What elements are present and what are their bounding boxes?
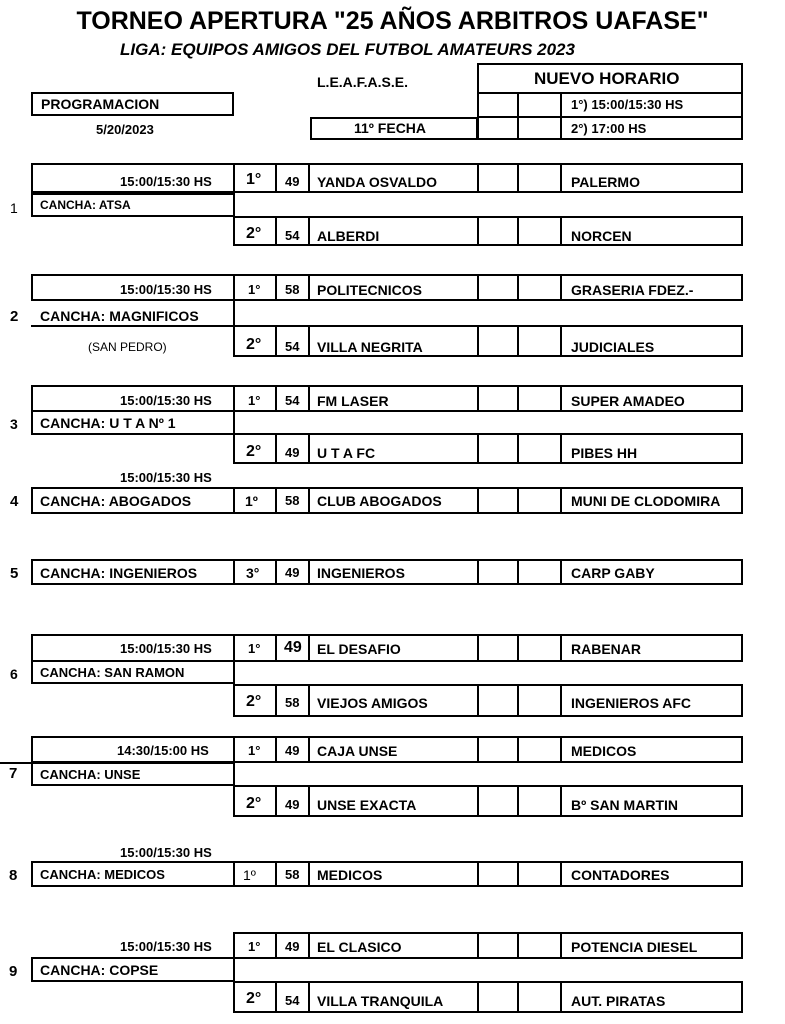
- category-number: 58: [285, 282, 300, 297]
- match-time: 15:00/15:30 HS: [120, 470, 212, 485]
- match-order: 1°: [248, 743, 261, 758]
- home-team: CAJA UNSE: [317, 743, 398, 759]
- match-time: 15:00/15:30 HS: [120, 282, 212, 297]
- match-order: 2°: [246, 990, 262, 1007]
- block-number: 6: [10, 666, 18, 682]
- home-team: U T A FC: [317, 445, 376, 461]
- cancha-label: CANCHA: SAN RAMON: [40, 665, 185, 680]
- league-subtitle: LIGA: EQUIPOS AMIGOS DEL FUTBOL AMATEURS 2023: [120, 40, 575, 59]
- league-abbreviation: L.E.A.F.A.S.E.: [317, 74, 409, 90]
- away-team: PIBES HH: [571, 445, 638, 461]
- category-number: 49: [285, 445, 300, 460]
- category-number: 58: [285, 493, 300, 508]
- cancha-label: CANCHA: ABOGADOS: [40, 493, 192, 509]
- block-number: 5: [10, 565, 19, 582]
- cancha-note: (SAN PEDRO): [88, 340, 167, 354]
- away-team: CARP GABY: [571, 565, 655, 581]
- programacion-label: PROGRAMACION: [41, 96, 160, 112]
- home-team: YANDA OSVALDO: [317, 174, 438, 190]
- cancha-label: CANCHA: MEDICOS: [40, 867, 165, 882]
- schedule-date: 5/20/2023: [96, 122, 154, 137]
- horario-1: 1°) 15:00/15:30 HS: [571, 97, 684, 112]
- away-team: RABENAR: [571, 641, 641, 657]
- match-order: 1º: [243, 867, 256, 883]
- match-order: 3°: [246, 565, 260, 581]
- home-team: VIEJOS AMIGOS: [317, 695, 428, 711]
- away-team: GRASERIA FDEZ.-: [571, 282, 694, 298]
- block-number: 4: [10, 493, 19, 510]
- category-number: 49: [285, 939, 300, 954]
- away-team: MUNI DE CLODOMIRA: [571, 493, 721, 509]
- category-number: 54: [285, 228, 300, 243]
- match-order: 1°: [248, 282, 261, 297]
- category-number: 58: [285, 867, 300, 882]
- match-order: 2°: [246, 693, 262, 710]
- home-team: POLITECNICOS: [317, 282, 423, 298]
- match-time: 15:00/15:30 HS: [120, 393, 212, 408]
- match-order: 2°: [246, 443, 262, 460]
- block-number: 7: [9, 765, 18, 782]
- cancha-label: CANCHA: INGENIEROS: [40, 565, 198, 581]
- away-team: CONTADORES: [571, 867, 670, 883]
- fecha-label: 11º FECHA: [354, 120, 427, 136]
- away-team: INGENIEROS AFC: [571, 695, 692, 711]
- match-time: 15:00/15:30 HS: [120, 174, 212, 189]
- home-team: MEDICOS: [317, 867, 383, 883]
- page-title: TORNEO APERTURA "25 AÑOS ARBITROS UAFASE": [76, 7, 709, 35]
- home-team: VILLA NEGRITA: [317, 339, 423, 355]
- away-team: POTENCIA DIESEL: [571, 939, 698, 955]
- away-team: AUT. PIRATAS: [571, 993, 666, 1009]
- home-team: INGENIEROS: [317, 565, 405, 581]
- nuevo-horario-label: NUEVO HORARIO: [534, 69, 680, 88]
- away-team: MEDICOS: [571, 743, 637, 759]
- cancha-label: CANCHA: MAGNIFICOS: [40, 308, 199, 324]
- cancha-label: CANCHA: ATSA: [40, 198, 131, 212]
- block-number: 2: [10, 308, 19, 325]
- match-order: 2°: [246, 225, 262, 242]
- cancha-label: CANCHA: U T A Nº 1: [40, 415, 176, 431]
- match-order: 2°: [246, 795, 262, 812]
- cancha-label: CANCHA: COPSE: [40, 962, 159, 978]
- block-number: 3: [10, 416, 18, 432]
- cancha-label: CANCHA: UNSE: [40, 767, 141, 782]
- match-order: 1°: [248, 939, 261, 954]
- category-number: 49: [285, 797, 300, 812]
- home-team: ALBERDI: [317, 228, 380, 244]
- away-team: Bº SAN MARTIN: [571, 797, 678, 813]
- away-team: SUPER AMADEO: [571, 393, 685, 409]
- horario-2: 2°) 17:00 HS: [571, 121, 647, 136]
- away-team: JUDICIALES: [571, 339, 655, 355]
- category-number: 49: [285, 174, 300, 189]
- category-number: 49: [284, 639, 302, 656]
- home-team: EL CLASICO: [317, 939, 402, 955]
- category-number: 54: [285, 993, 300, 1008]
- category-number: 54: [285, 393, 300, 408]
- category-number: 58: [285, 695, 300, 710]
- category-number: 49: [285, 743, 300, 758]
- match-order: 2°: [246, 336, 262, 353]
- block-number: 9: [9, 963, 18, 980]
- match-time: 15:00/15:30 HS: [120, 939, 212, 954]
- away-team: NORCEN: [571, 228, 632, 244]
- match-order: 1°: [246, 171, 262, 188]
- home-team: EL DESAFIO: [317, 641, 401, 657]
- match-order: 1º: [245, 493, 258, 509]
- block-number: 8: [9, 867, 18, 884]
- home-team: UNSE EXACTA: [317, 797, 417, 813]
- match-order: 1°: [248, 641, 261, 656]
- match-order: 1°: [248, 393, 261, 408]
- category-number: 54: [285, 339, 300, 354]
- match-time: 15:00/15:30 HS: [120, 845, 212, 860]
- category-number: 49: [285, 565, 300, 580]
- home-team: CLUB ABOGADOS: [317, 493, 442, 509]
- away-team: PALERMO: [571, 174, 640, 190]
- home-team: FM LASER: [317, 393, 389, 409]
- match-time: 15:00/15:30 HS: [120, 641, 212, 656]
- block-number: 1: [10, 200, 18, 216]
- match-time: 14:30/15:00 HS: [117, 743, 209, 758]
- home-team: VILLA TRANQUILA: [317, 993, 444, 1009]
